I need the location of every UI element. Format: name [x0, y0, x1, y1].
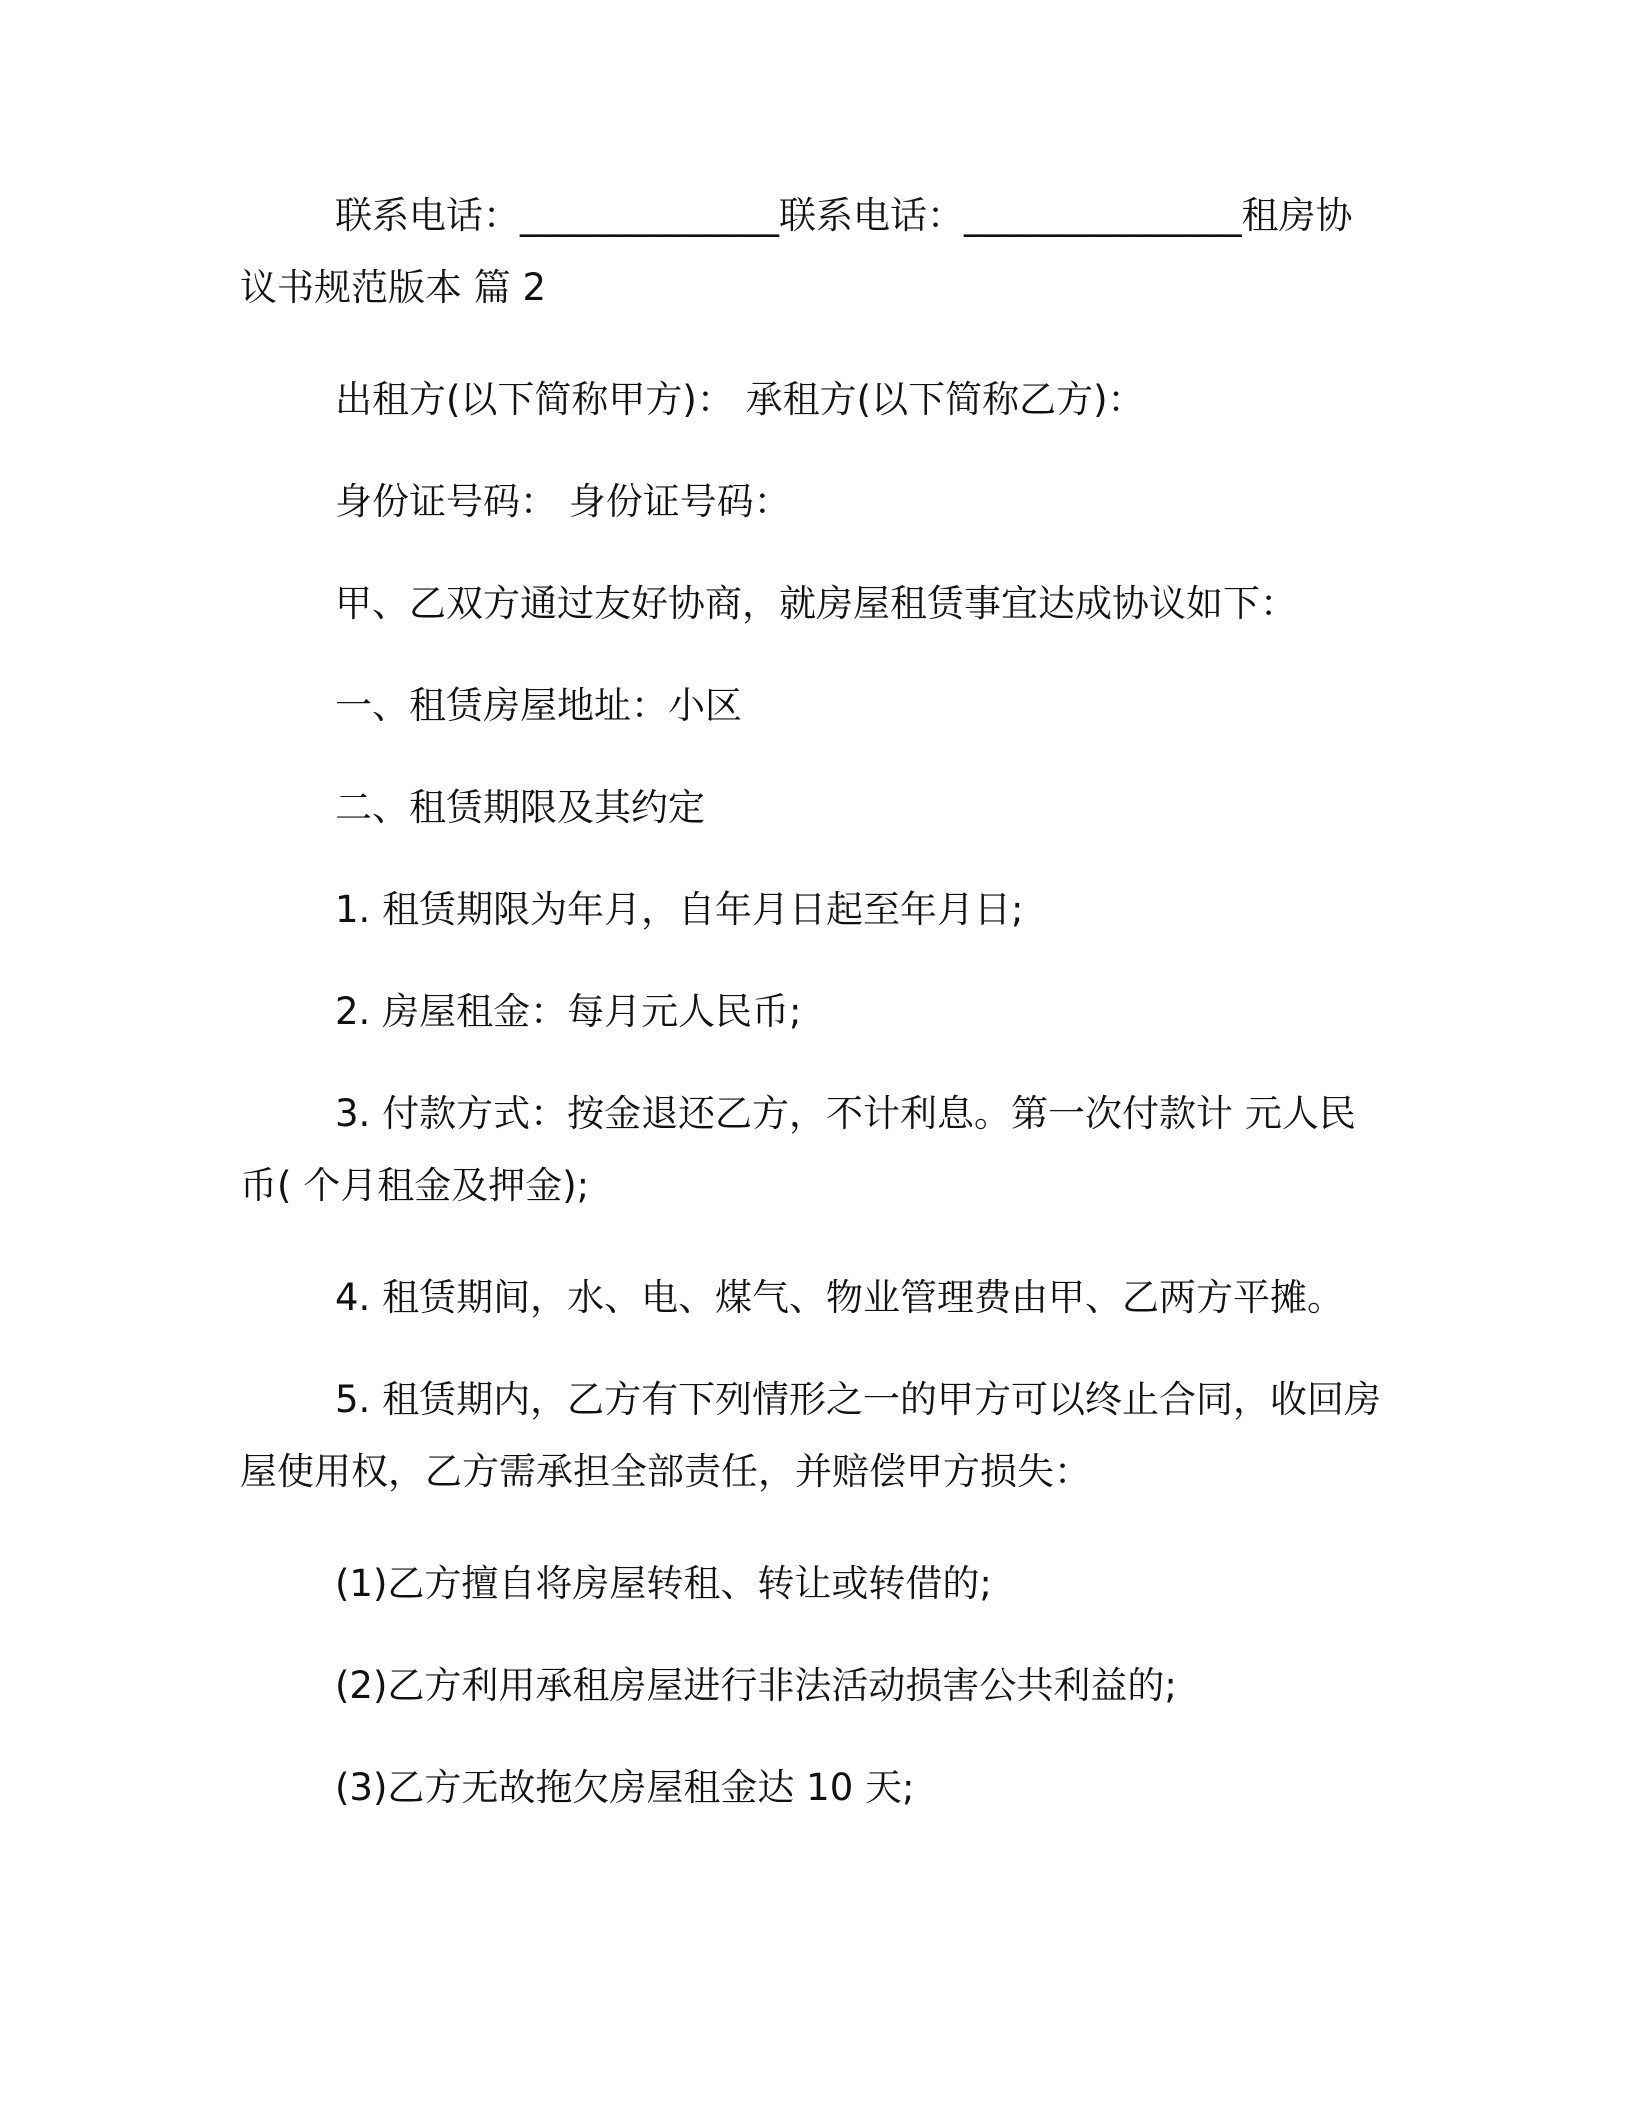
section-1-text: 一、租赁房屋地址：小区 [335, 684, 742, 727]
parties-paragraph [240, 368, 1380, 432]
item-1-paragraph [240, 878, 1380, 942]
item-1-text: 1. 租赁期限为年月，自年月日起至年月日; [335, 888, 1024, 931]
item-3-paragraph [240, 1082, 1380, 1218]
section-1-paragraph [240, 674, 1380, 738]
item-2-paragraph [240, 980, 1380, 1044]
item-5-line-1: 5. 租赁期内，乙方有下列情形之一的甲方可以终止合同，收回房 [335, 1378, 1382, 1421]
id-numbers-text: 身份证号码： 身份证号码： [335, 480, 791, 523]
parties-text: 出租方(以下简称甲方)： 承租方(以下简称乙方)： [335, 378, 1145, 421]
sub-3-paragraph [240, 1756, 1380, 1820]
section-heading-line: 议书规范版本 篇 2 [240, 266, 547, 309]
item-3-line-2: 币( 个月租金及押金); [240, 1164, 590, 1207]
contact-paragraph [240, 184, 1380, 320]
id-numbers-paragraph [240, 470, 1380, 534]
item-2-text: 2. 房屋租金：每月元人民币; [335, 990, 802, 1033]
sub-3-text: (3)乙方无故拖欠房屋租金达 10 天; [335, 1766, 915, 1809]
section-2-text: 二、租赁期限及其约定 [335, 786, 705, 829]
contact-line: 联系电话：______________联系电话：_______________租房协 [335, 194, 1353, 237]
intro-paragraph [240, 572, 1380, 636]
item-4-text: 4. 租赁期间，水、电、煤气、物业管理费由甲、乙两方平摊。 [335, 1276, 1345, 1319]
section-2-paragraph [240, 776, 1380, 840]
item-3-line-1: 3. 付款方式：按金退还乙方，不计利息。第一次付款计 元人民 [335, 1092, 1356, 1135]
item-5-line-2: 屋使用权，乙方需承担全部责任，并赔偿甲方损失： [240, 1450, 1091, 1493]
sub-1-text: (1)乙方擅自将房屋转租、转让或转借的; [335, 1562, 992, 1605]
intro-text: 甲、乙双方通过友好协商，就房屋租赁事宜达成协议如下： [335, 582, 1297, 625]
sub-1-paragraph [240, 1552, 1380, 1616]
sub-2-paragraph [240, 1654, 1380, 1718]
sub-2-text: (2)乙方利用承租房屋进行非法活动损害公共利益的; [335, 1664, 1177, 1707]
item-5-paragraph [240, 1368, 1380, 1504]
item-4-paragraph [240, 1266, 1380, 1330]
